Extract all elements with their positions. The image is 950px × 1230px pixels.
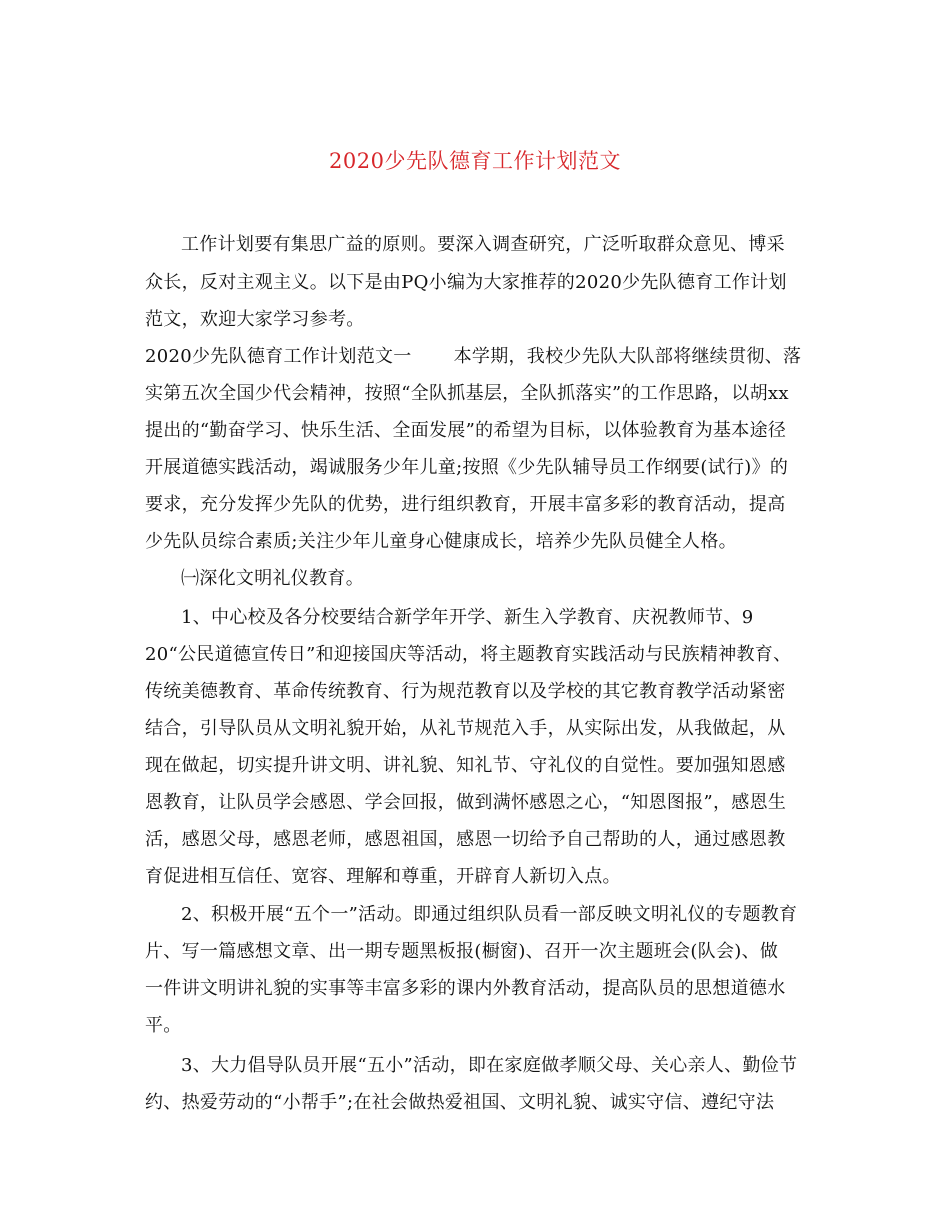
item3-line: 3、大力倡导队员开展“五小”活动，即在家庭做孝顺父母、关心亲人、勤俭节 (181, 1055, 798, 1076)
section-line: 实第五次全国少代会精神，按照“全队抓基层，全队抓落实”的工作思路，以胡xx (145, 383, 789, 404)
item1-line: 传统美德教育、革命传统教育、行为规范教育以及学校的其它教育教学活动紧密 (145, 681, 786, 702)
section-line: 开展道德实践活动，竭诚服务少年儿童;按照《少先队辅导员工作纲要(试行)》的 (145, 457, 789, 478)
item1-line: 育促进相互信任、宽容、理解和尊重，开辟育人新切入点。 (145, 866, 621, 887)
item2-line: 2、积极开展“五个一”活动。即通过组织队员看一部反映文明礼仪的专题教育 (181, 904, 798, 925)
item1-line: 20“公民道德宣传日”和迎接国庆等活动，将主题教育实践活动与民族精神教育、 (145, 644, 792, 665)
item2-line: 片、写一篇感想文章、出一期专题黑板报(橱窗)、召开一次主题班会(队会)、做 (145, 941, 779, 962)
item1-line: 活，感恩父母，感恩老师，感恩祖国，感恩一切给予自己帮助的人，通过感恩教 (145, 829, 786, 850)
intro-line: 工作计划要有集思广益的原则。要深入调查研究，广泛听取群众意见、博采 (181, 234, 785, 255)
document-title: 2020少先队德育工作计划范文 (329, 149, 621, 173)
section-line: 要求，充分发挥少先队的优势，进行组织教育，开展丰富多彩的教育活动，提高 (145, 494, 786, 515)
item1-line: 结合，引导队员从文明礼貌开始，从礼节规范入手，从实际出发，从我做起，从 (145, 718, 786, 739)
section-line (145, 342, 801, 372)
section-label: 2020少先队德育工作计划范文一 (145, 346, 412, 367)
intro-line: 众长，反对主观主义。以下是由PQ小编为大家推荐的2020少先队德育工作计划 (145, 272, 787, 293)
item1-line: 1、中心校及各分校要结合新学年开学、新生入学教育、庆祝教师节、9 (181, 607, 754, 628)
item2-line: 一件讲文明讲礼貌的实事等丰富多彩的课内外教育活动，提高队员的思想道德水 (145, 978, 786, 999)
heading-1: ㈠深化文明礼仪教育。 (181, 568, 364, 589)
section-line: 少先队员综合素质;关注少年儿童身心健康成长，培养少先队员健全人格。 (145, 531, 737, 552)
section-line: 提出的“勤奋学习、快乐生活、全面发展”的希望为目标，以体验教育为基本途径 (145, 420, 787, 441)
item3-line: 约、热爱劳动的“小帮手”;在社会做热爱祖国、文明礼貌、诚实守信、遵纪守法 (145, 1092, 775, 1113)
item1-line: 恩教育，让队员学会感恩、学会回报，做到满怀感恩之心，“知恩图报”，感恩生 (145, 792, 787, 813)
item1-line: 现在做起，切实提升讲文明、讲礼貌、知礼节、守礼仪的自觉性。要加强知恩感 (145, 755, 786, 776)
section-first-line: 本学期，我校少先队大队部将继续贯彻、落 (453, 346, 802, 367)
intro-line: 范文，欢迎大家学习参考。 (145, 309, 365, 330)
item2-line: 平。 (145, 1015, 182, 1036)
